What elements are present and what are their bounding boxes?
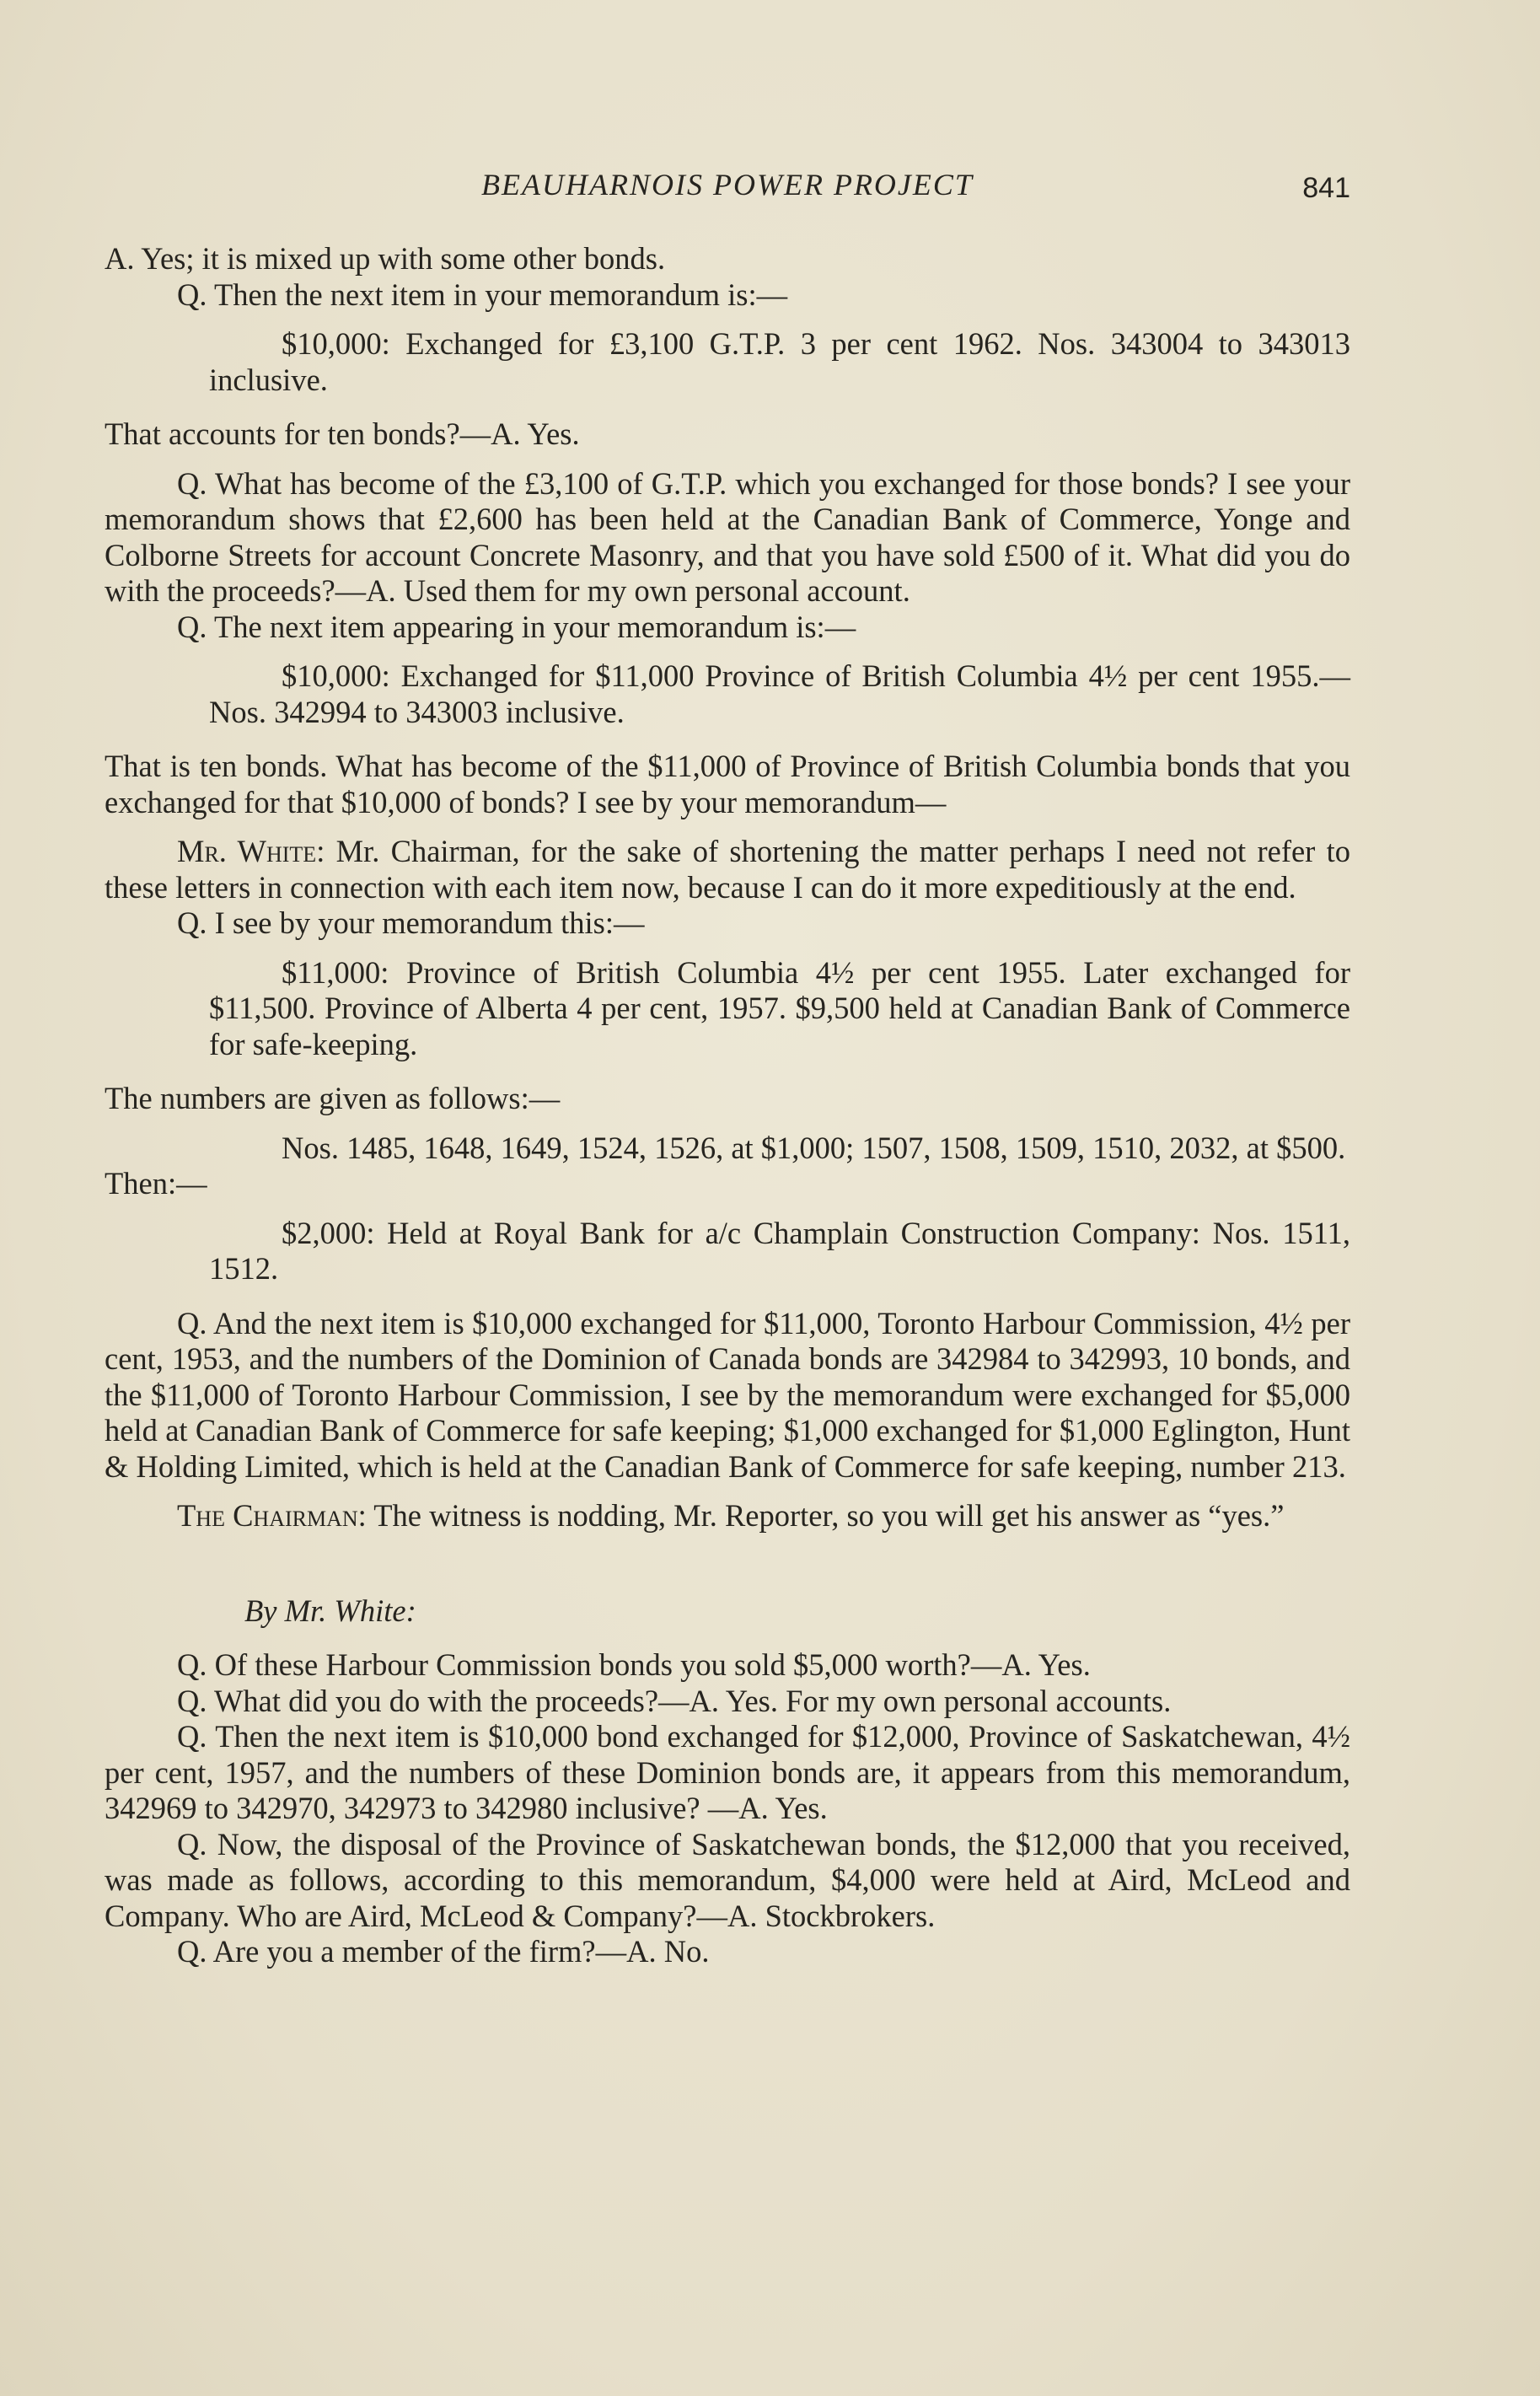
paragraph: Q. Then the next item is $10,000 bond exchanged for $12,000, Province of Saskatchewan, 4½ per cent, 1957, and the numbers of these Dominion bonds are, it appears from this memorandum, 342969 to 342970, 342973 to 342980 inclusive? —A. Yes. bbox=[105, 1719, 1350, 1825]
speaker-text: : Mr. Chairman, for the sake of shortening the matter perhaps I need not refer to these letters in connection with each item now, because I can do it more expeditiously at the end. bbox=[105, 834, 1350, 905]
quoted-memo-entry: $10,000: Exchanged for £3,100 G.T.P. 3 per cent 1962. Nos. 343004 to 343013 inclusive. bbox=[209, 326, 1350, 397]
speaker-text: : The witness is nodding, Mr. Reporter, so you will get his answer as “yes.” bbox=[357, 1498, 1285, 1533]
page-header bbox=[105, 167, 1350, 209]
paragraph: Q. Of these Harbour Commission bonds you sold $5,000 worth?—A. Yes. bbox=[177, 1647, 1091, 1682]
quoted-memo-entry: $2,000: Held at Royal Bank for a/c Champlain Construction Company: Nos. 1511, 1512. bbox=[209, 1215, 1350, 1286]
quoted-memo-entry: Nos. 1485, 1648, 1649, 1524, 1526, at $1,000; 1507, 1508, 1509, 1510, 2032, at $500. bbox=[282, 1130, 1346, 1165]
speaker-name: The Chairman bbox=[177, 1498, 358, 1533]
paragraph: That is ten bonds. What has become of the $11,000 of Province of British Columbia bonds that you exchanged for that $10,000 of bonds? I see by your memorandum— bbox=[105, 749, 1350, 819]
paragraph: Then:— bbox=[105, 1166, 207, 1201]
paragraph: Q. The next item appearing in your memorandum is:— bbox=[177, 609, 856, 644]
paragraph: That accounts for ten bonds?—A. Yes. bbox=[105, 416, 580, 451]
speaker-paragraph bbox=[105, 1498, 1350, 1534]
paragraph: A. Yes; it is mixed up with some other bonds. bbox=[105, 241, 666, 276]
speaker-name: Mr. White bbox=[177, 834, 317, 868]
paragraph: Q. What did you do with the proceeds?—A. Yes. For my own personal accounts. bbox=[177, 1683, 1172, 1718]
running-title: BEAUHARNOIS POWER PROJECT bbox=[481, 168, 974, 201]
quoted-memo-entry: $11,000: Province of British Columbia 4½ per cent 1955. Later exchanged for $11,500. Province of Alberta 4 per cent, 1957. $9,500 held at Canadian Bank of Commerce for safe-keeping. bbox=[209, 954, 1350, 1061]
paragraph: Q. I see by your memorandum this:— bbox=[177, 905, 645, 940]
paragraph: The numbers are given as follows:— bbox=[105, 1081, 561, 1115]
paragraph: Q. Now, the disposal of the Province of Saskatchewan bonds, the $12,000 that you received, was made as follows, according to this memorandum, $4,000 were held at Aird, McLeod and Company. Who are Aird, McLeod & Company?—A. Stockbrokers. bbox=[105, 1826, 1350, 1933]
paragraph: Q. Are you a member of the firm?—A. No. bbox=[177, 1934, 710, 1969]
page-number: 841 bbox=[1302, 172, 1350, 204]
quoted-memo-entry: $10,000: Exchanged for $11,000 Province of British Columbia 4½ per cent 1955.—Nos. 342994 to 343003 inclusive. bbox=[209, 658, 1350, 729]
paragraph: Q. And the next item is $10,000 exchanged for $11,000, Toronto Harbour Commission, 4½ per cent, 1953, and the numbers of the Dominion of Canada bonds are 342984 to 342993, 10 bonds, and the $11,000 of Toronto Harbour Commission, I see by the memorandum were exchanged for $5,000 held at Canadian Bank of Commerce for safe keeping; $1,000 exchanged for $1,000 Eglington, Hunt & Holding Limited, which is held at the Canadian Bank of Commerce for safe keeping, number 213. bbox=[105, 1305, 1350, 1484]
body-text bbox=[105, 241, 1350, 1970]
paragraph: Q. What has become of the £3,100 of G.T.P. which you exchanged for those bonds? I see your memorandum shows that £2,600 has been held at the Canadian Bank of Commerce, Yonge and Colborne Streets for account Concrete Masonry, and that you have sold £500 of it. What did you do with the proceeds?—A. Used them for my own personal account. bbox=[105, 465, 1350, 608]
speaker-paragraph bbox=[105, 834, 1350, 905]
paragraph: Q. Then the next item in your memorandum is:— bbox=[177, 277, 788, 312]
examiner-byline: By Mr. White: bbox=[244, 1593, 416, 1628]
